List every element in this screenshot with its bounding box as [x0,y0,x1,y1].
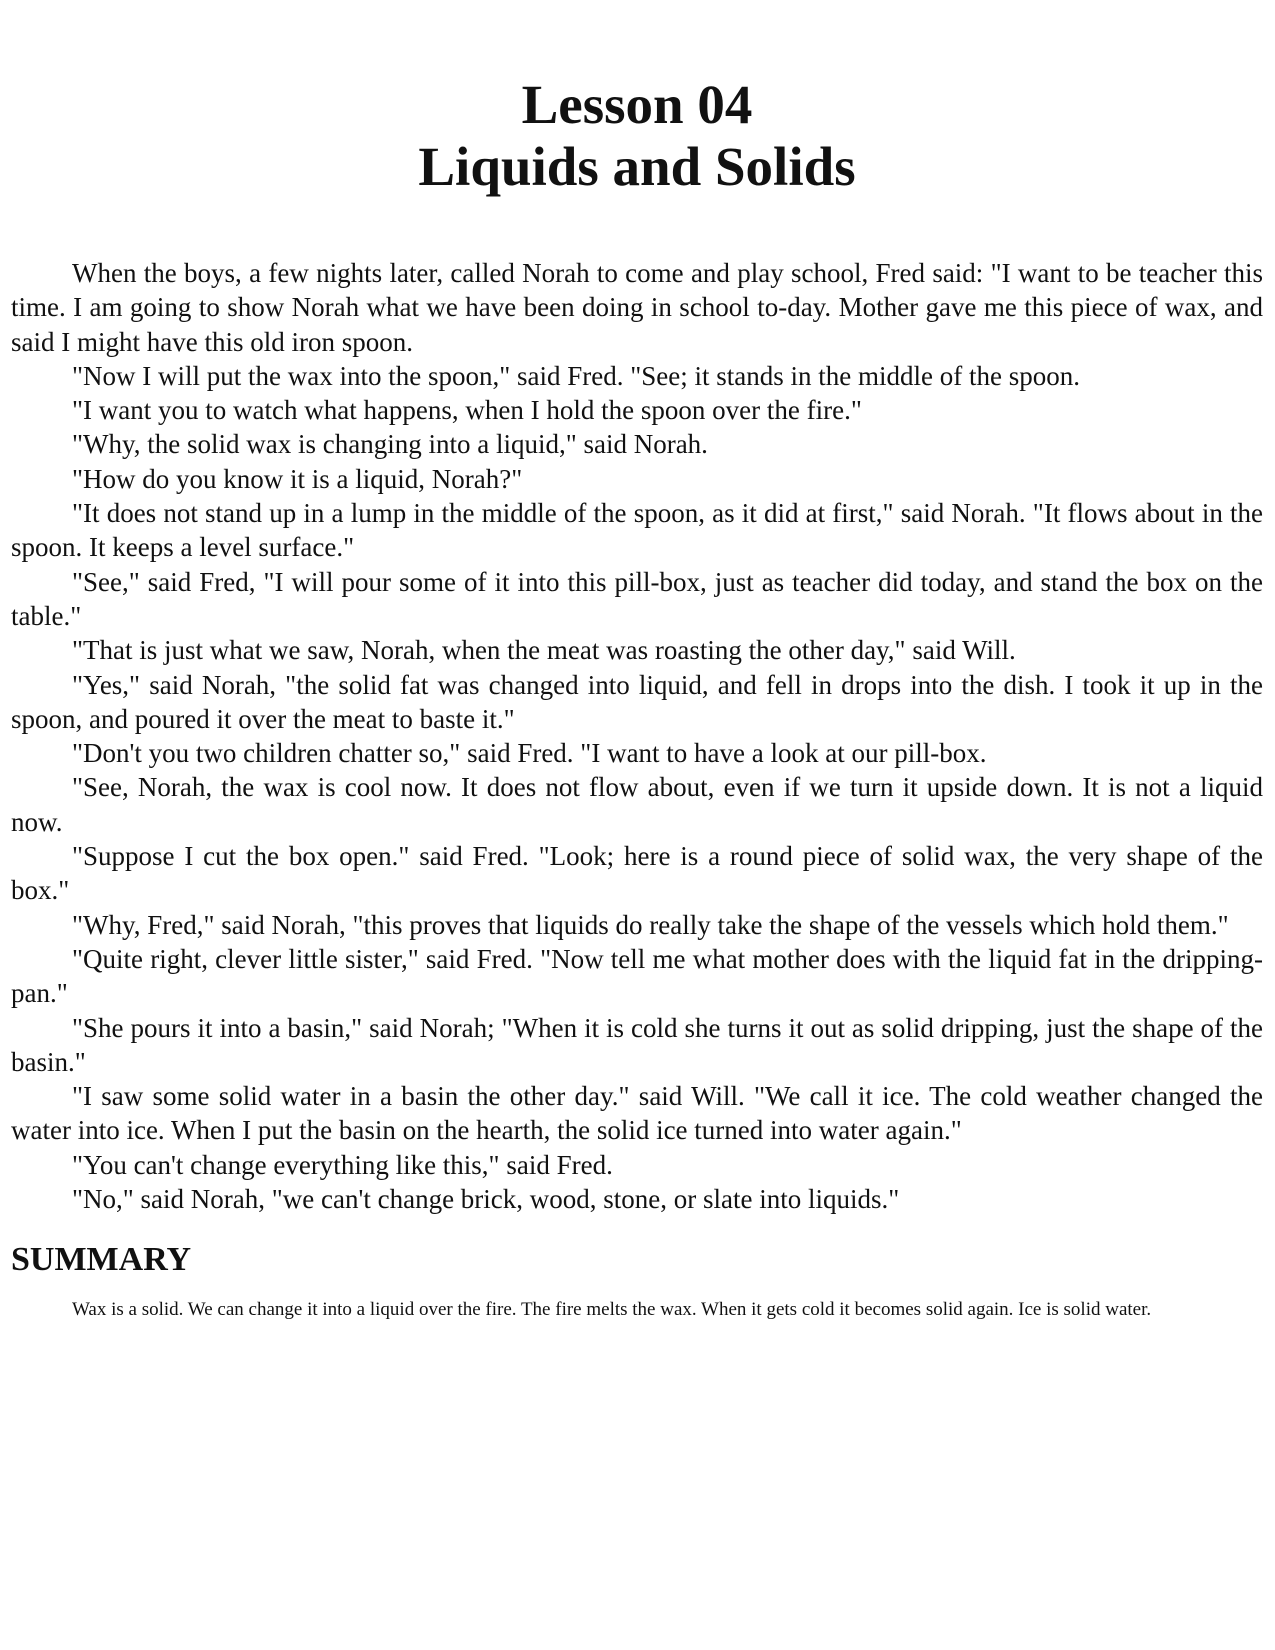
story-paragraph: "She pours it into a basin," said Norah; "When it is cold she turns it out as solid dripping, just the shape of the basin." [11,1012,1263,1077]
story-paragraph: "I want you to watch what happens, when I hold the spoon over the fire." [72,395,862,426]
title-block [11,0,1263,198]
story-paragraph: "How do you know it is a liquid, Norah?" [72,463,523,494]
story-paragraph: "I saw some solid water in a basin the other day." said Will. "We call it ice. The cold weather changed the water into ice. When I put the basin on the hearth, the solid ice turned into water again." [11,1081,1263,1146]
story-paragraph: "Don't you two children chatter so," said Fred. "I want to have a look at our pill-box. [72,738,987,769]
summary-text: Wax is a solid. We can change it into a liquid over the fire. The fire melts the wax. When it gets cold it becomes solid again. Ice is solid water. [72,1299,1152,1321]
story-body [11,256,1263,1216]
document-page [11,0,1263,1323]
story-paragraph: "Now I will put the wax into the spoon," said Fred. "See; it stands in the middle of the spoon. [72,360,1080,391]
summary-heading: SUMMARY [11,1241,192,1279]
story-paragraph: "Why, Fred," said Norah, "this proves that liquids do really take the shape of the vessels which hold them." [72,909,1229,940]
story-paragraph: "Why, the solid wax is changing into a liquid," said Norah. [72,429,708,460]
story-paragraph: "Suppose I cut the box open." said Fred. "Look; here is a round piece of solid wax, the very shape of the box." [11,841,1263,906]
story-paragraph: "Quite right, clever little sister," said Fred. "Now tell me what mother does with the liquid fat in the dripping-pan." [11,943,1263,1009]
story-paragraph: "No," said Norah, "we can't change brick, wood, stone, or slate into liquids." [72,1184,900,1215]
lesson-topic-title: Liquids and Solids [418,136,856,197]
story-paragraph: "That is just what we saw, Norah, when the meat was roasting the other day," said Will. [72,635,1016,666]
story-paragraph: "See, Norah, the wax is cool now. It does not flow about, even if we turn it upside down. It is not a liquid now. [11,772,1263,837]
story-paragraph: "You can't change everything like this," said Fred. [72,1149,613,1180]
story-paragraph: "See," said Fred, "I will pour some of it into this pill-box, just as teacher did today, and stand the box on the table." [11,566,1263,631]
story-paragraph: When the boys, a few nights later, called Norah to come and play school, Fred said: "I want to be teacher this time. I am going to show Norah what we have been doing in school to-day. Mother gave me this piece of wax, and said I might have this old iron spoon. [11,258,1263,357]
story-paragraph: "Yes," said Norah, "the solid fat was changed into liquid, and fell in drops into the dish. I took it up in the spoon, and poured it over the meat to baste it." [11,669,1263,734]
lesson-number-title: Lesson 04 [521,74,753,135]
story-paragraph: "It does not stand up in a lump in the middle of the spoon, as it did at first," said Norah. "It flows about in the spoon. It keeps a level surface." [11,498,1263,563]
